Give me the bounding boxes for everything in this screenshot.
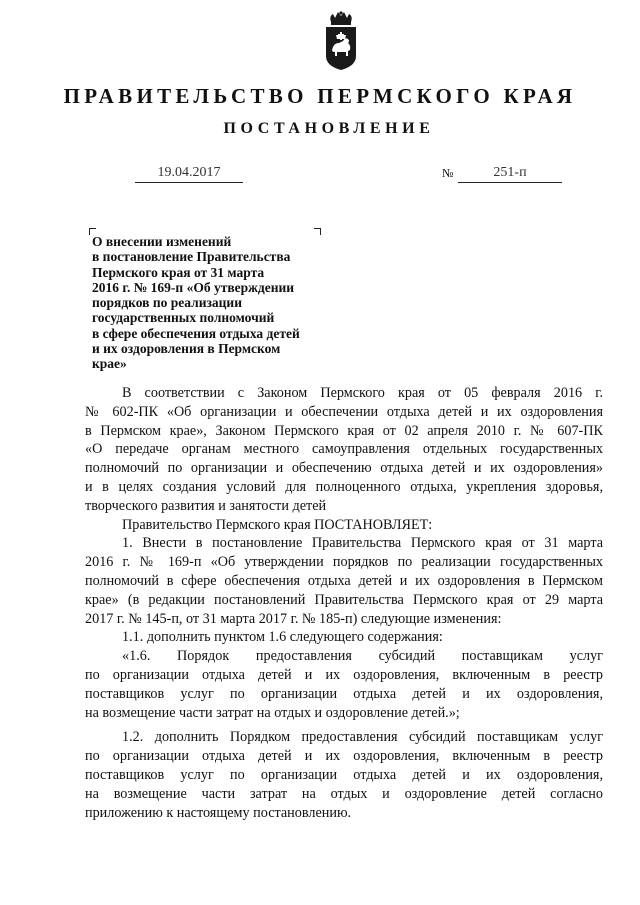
body-line: В соответствии с Законом Пермского края от 05 февраля 2016 г. xyxy=(122,385,603,401)
subject-line: и их оздоровления в Пермском xyxy=(92,341,281,357)
body-line: по организации отдыха детей и их оздоровления, включенным в реестр xyxy=(85,666,603,683)
subject-line: Пермского края от 31 марта xyxy=(92,264,265,280)
body-line: поставщиков услуг по организации отдыха детей и их оздоровления, xyxy=(85,766,603,783)
subject-line: государственных полномочий xyxy=(92,310,275,326)
number-label: № xyxy=(442,166,454,180)
body-line: полномочий в сфере обеспечения отдыха детей и их оздоровления в Пермском xyxy=(85,572,603,589)
body-line: Правительство Пермского края ПОСТАНОВЛЯЕТ: xyxy=(122,516,433,533)
body-line: «1.6. Порядок предоставления субсидий поставщикам услуг xyxy=(122,648,603,665)
government-title: ПРАВИТЕЛЬСТВО ПЕРМСКОГО КРАЯ xyxy=(63,84,577,108)
body-line: 2016 г. № 169-п «Об утверждении порядков по реализации государственных xyxy=(85,554,603,571)
body-line: творческого развития и занятости детей xyxy=(85,497,327,514)
body-line: полномочий по организации и обеспечению отдыха детей и их оздоровления» xyxy=(85,460,603,477)
body-line: 1.2. дополнить Порядком предоставления субсидий поставщикам услуг xyxy=(122,729,603,746)
body-line: на возмещение части затрат на отдых и оздоровление детей согласно xyxy=(85,785,603,802)
document-type-title: ПОСТАНОВЛЕНИЕ xyxy=(223,120,435,137)
subject-line: порядков по реализации xyxy=(92,295,242,311)
body-line: № 602-ПК «Об организации и обеспечении отдыха детей и их оздоровления xyxy=(85,403,603,420)
body-line: на возмещение части затрат на отдых и оздоровление детей.»; xyxy=(85,704,460,721)
subject-line: 2016 г. № 169-п «Об утверждении xyxy=(92,279,295,295)
number-field: 251-п xyxy=(458,164,562,183)
body-line: 1. Внести в постановление Правительства Пермского края от 31 марта xyxy=(122,535,603,552)
subject-line: в сфере обеспечения отдыха детей xyxy=(92,325,300,341)
body-line: по организации отдыха детей и их оздоровления, включенным в реестр xyxy=(85,748,603,765)
body-line: в Пермском крае», Законом Пермского края от 02 апреля 2010 г. № 607-ПК xyxy=(85,422,603,439)
subject-line: О внесении изменений xyxy=(92,234,232,249)
body-line: и в целях создания условий для полноценного отдыха, укрепления здоровья, xyxy=(85,478,603,495)
perm-krai-coat-of-arms-icon xyxy=(321,10,361,72)
subject-line: крае» xyxy=(92,356,127,372)
body-line: «О передаче органам местного самоуправления отдельных государственных xyxy=(85,441,603,458)
subject-block xyxy=(92,234,332,372)
body-line: 1.1. дополнить пунктом 1.6 следующего содержания: xyxy=(122,629,443,646)
document-body xyxy=(85,384,603,822)
body-line: поставщиков услуг по организации отдыха детей и их оздоровления, xyxy=(85,685,603,702)
body-line: приложению к настоящему постановлению. xyxy=(85,804,352,821)
body-line: 2017 г. № 145-п, от 31 марта 2017 г. № 185-п) следующие изменения: xyxy=(85,610,502,627)
body-line: крае» (в редакции постановлений Правительства Пермского края от 29 марта xyxy=(85,591,603,608)
date-field: 19.04.2017 xyxy=(135,164,243,183)
subject-line: в постановление Правительства xyxy=(92,249,291,265)
